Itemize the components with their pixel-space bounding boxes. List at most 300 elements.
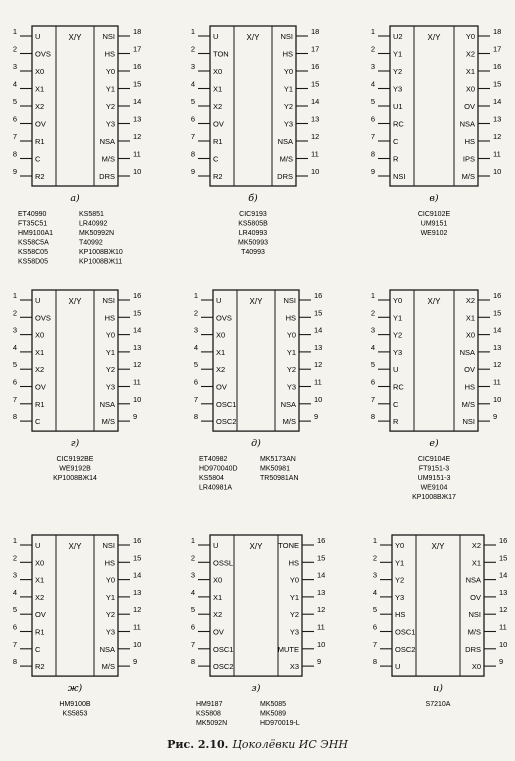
pin-number: 2 <box>190 553 195 563</box>
pin-signal-label: U <box>35 32 41 41</box>
pin-number: 11 <box>311 149 319 159</box>
pin-number: 8 <box>12 412 17 422</box>
pin-number: 13 <box>493 114 502 124</box>
pin-number: 4 <box>190 587 195 597</box>
pin-signal-label: Y2 <box>393 330 403 340</box>
pin-signal-label: DRS <box>465 644 481 654</box>
part-number: KP1008BЖ17 <box>412 494 456 502</box>
pin-number: 3 <box>190 62 195 71</box>
pin-number: 6 <box>370 114 375 124</box>
pin-number: 13 <box>314 342 323 352</box>
pin-number: 4 <box>193 342 198 352</box>
pin-signal-label: HS <box>282 49 293 59</box>
pin-signal-label: R2 <box>213 172 223 181</box>
pin-number: 1 <box>370 27 375 36</box>
pin-signal-label: NSI <box>102 296 115 305</box>
part-number: ET40990 <box>18 211 47 218</box>
pin-signal-label: R <box>393 417 399 427</box>
pin-number: 2 <box>193 308 198 318</box>
part-number: KP1008BЖ11 <box>79 258 123 266</box>
part-number: HM9100B <box>59 701 91 709</box>
pin-number: 2 <box>370 308 375 318</box>
pin-number: 16 <box>133 536 142 545</box>
chip-body <box>32 535 118 676</box>
pin-number: 2 <box>370 44 375 54</box>
pin-number: 15 <box>493 79 502 89</box>
pin-signal-label: Y1 <box>283 84 293 94</box>
pin-signal-label: OSC2 <box>213 662 234 672</box>
pin-signal-label: Y2 <box>105 102 115 111</box>
pin-signal-label: HS <box>104 558 115 568</box>
pin-signal-label: Y3 <box>393 347 403 357</box>
pin-signal-label: X0 <box>35 558 45 568</box>
pin-number: 6 <box>12 114 17 124</box>
part-number: MK50993 <box>238 239 268 247</box>
part-number: CIC9193 <box>239 211 267 218</box>
pin-number: 14 <box>317 570 326 580</box>
pin-signal-label: OV <box>470 592 481 602</box>
pin-number: 4 <box>190 79 195 89</box>
pin-number: 9 <box>317 657 322 667</box>
pin-signal-label: X2 <box>465 49 475 59</box>
pin-signal-label: Y2 <box>283 102 293 111</box>
pin-number: 8 <box>370 149 375 159</box>
chip-e <box>371 290 502 501</box>
pin-signal-label: Y0 <box>289 575 299 585</box>
pin-signal-label: R1 <box>35 627 45 637</box>
pin-signal-label: C <box>35 417 41 427</box>
pin-signal-label: Y0 <box>465 32 475 41</box>
pin-number: 4 <box>12 587 17 597</box>
part-number: KS58D05 <box>18 258 48 266</box>
part-number: UM9151-3 <box>417 475 451 483</box>
pin-number: 4 <box>370 79 375 89</box>
pin-signal-label: Y0 <box>105 575 115 585</box>
pin-number: 10 <box>311 167 320 176</box>
part-number: LR40981A <box>199 484 233 492</box>
pin-number: 5 <box>372 605 377 615</box>
chip-i <box>373 535 508 708</box>
part-number: HD970040D <box>199 465 238 473</box>
pin-signal-label: Y3 <box>393 84 403 94</box>
chip-function-label: X/Y <box>249 542 263 551</box>
diagram-label: и) <box>433 683 443 695</box>
pin-signal-label: OV <box>35 382 46 392</box>
part-number: MK5173AN <box>260 456 296 464</box>
pin-signal-label: NSI <box>468 610 481 620</box>
pin-number: 12 <box>493 132 502 141</box>
pin-signal-label: X2 <box>471 541 481 550</box>
pin-number: 3 <box>370 325 375 335</box>
pin-number: 7 <box>370 132 375 141</box>
pin-number: 16 <box>311 62 320 71</box>
pin-signal-label: Y3 <box>105 382 115 392</box>
pin-signal-label: NSI <box>280 32 293 41</box>
pin-number: 9 <box>190 167 195 176</box>
pin-signal-label: NSA <box>99 137 115 146</box>
pin-signal-label: X1 <box>471 558 481 568</box>
pin-signal-label: NSA <box>459 347 475 357</box>
pin-number: 16 <box>314 291 323 300</box>
pin-signal-label: Y1 <box>393 313 403 323</box>
pin-signal-label: M/S <box>282 417 296 427</box>
pin-number: 5 <box>12 360 17 370</box>
pin-number: 12 <box>311 132 320 141</box>
figure-caption <box>0 738 515 751</box>
pin-number: 16 <box>499 536 508 545</box>
pin-signal-label: RC <box>393 119 404 129</box>
pin-number: 3 <box>12 325 17 335</box>
pin-signal-label: U <box>395 662 401 672</box>
pin-signal-label: OSSL <box>213 558 234 568</box>
pin-signal-label: Y2 <box>286 365 296 375</box>
part-number: LR40992 <box>79 220 108 228</box>
pin-number: 4 <box>12 342 17 352</box>
pin-number: 4 <box>372 587 377 597</box>
pin-number: 13 <box>133 114 142 124</box>
pin-signal-label: U <box>213 32 219 41</box>
pin-signal-label: Y2 <box>289 610 299 620</box>
pin-signal-label: Y0 <box>395 541 405 550</box>
pin-signal-label: OV <box>216 382 227 392</box>
part-number: MK50981 <box>260 465 290 473</box>
pin-signal-label: HS <box>464 137 475 146</box>
pin-number: 8 <box>12 149 17 159</box>
pin-number: 7 <box>12 132 17 141</box>
pin-number: 8 <box>370 412 375 422</box>
pin-signal-label: Y1 <box>289 592 299 602</box>
pin-signal-label: OVS <box>35 49 51 59</box>
pin-number: 2 <box>12 553 17 563</box>
pin-number: 8 <box>190 657 195 667</box>
pin-number: 15 <box>133 308 142 318</box>
pin-number: 7 <box>190 132 195 141</box>
part-number: UM9151 <box>420 220 448 228</box>
diagram-label: б) <box>248 193 258 204</box>
pin-signal-label: OV <box>464 102 475 111</box>
pin-number: 10 <box>317 639 326 649</box>
part-number: FT9151-3 <box>418 465 450 473</box>
pin-signal-label: RC <box>393 382 404 392</box>
part-number: WE9192B <box>59 465 91 473</box>
pin-number: 17 <box>493 44 502 54</box>
pin-signal-label: Y1 <box>286 347 296 357</box>
pin-signal-label: NSA <box>280 399 296 409</box>
pin-number: 13 <box>133 587 142 597</box>
pin-number: 6 <box>12 622 17 632</box>
pin-number: 5 <box>190 97 195 106</box>
pin-signal-label: Y1 <box>393 49 403 59</box>
pin-signal-label: R2 <box>35 172 45 181</box>
pin-number: 14 <box>133 325 142 335</box>
pin-number: 5 <box>193 360 198 370</box>
part-number: HM9187 <box>196 701 223 709</box>
pin-signal-label: U <box>216 296 222 305</box>
chip-b <box>191 26 320 256</box>
pin-signal-label: R <box>393 154 399 164</box>
pin-number: 6 <box>370 377 375 387</box>
part-number: CIC9102E <box>417 211 451 218</box>
part-number: T40992 <box>79 239 103 247</box>
part-number: HD970019-L <box>260 720 300 728</box>
pin-signal-label: R1 <box>213 137 223 146</box>
part-number: MK50992N <box>79 230 115 237</box>
pin-signal-label: X1 <box>213 84 223 94</box>
pin-number: 13 <box>499 587 508 597</box>
pin-signal-label: NSA <box>99 644 115 654</box>
pin-number: 11 <box>317 622 325 632</box>
chip-z <box>191 535 326 727</box>
pin-number: 6 <box>190 114 195 124</box>
pin-signal-label: M/S <box>461 399 475 409</box>
pin-number: 13 <box>133 342 142 352</box>
pin-number: 13 <box>493 342 502 352</box>
pin-signal-label: M/S <box>101 662 115 672</box>
pin-number: 9 <box>12 167 17 176</box>
pin-signal-label: C <box>213 154 219 164</box>
pin-signal-label: Y2 <box>395 575 405 585</box>
pin-signal-label: U <box>35 541 41 550</box>
pin-number: 8 <box>12 657 17 667</box>
part-number: HM9100A1 <box>18 230 54 237</box>
pin-signal-label: IPS <box>462 154 475 164</box>
pin-signal-label: NSI <box>102 541 115 550</box>
pin-signal-label: DRS <box>277 172 293 181</box>
diagram-label: е) <box>429 438 439 450</box>
pin-number: 11 <box>493 149 501 159</box>
chip-function-label: X/Y <box>246 33 260 42</box>
pin-signal-label: C <box>393 137 399 146</box>
pin-number: 14 <box>133 97 142 106</box>
diagram-label: з) <box>251 683 261 695</box>
chip-body <box>390 290 478 431</box>
pin-signal-label: C <box>35 154 41 164</box>
part-number: MK5085 <box>260 701 287 709</box>
pin-number: 1 <box>370 291 375 300</box>
pin-number: 3 <box>12 62 17 71</box>
pin-signal-label: OVS <box>216 313 232 323</box>
pin-number: 9 <box>133 412 138 422</box>
pin-signal-label: X2 <box>465 296 475 305</box>
pin-signal-label: OV <box>35 119 46 129</box>
part-number: S7210A <box>425 701 451 709</box>
pin-signal-label: HS <box>288 558 299 568</box>
pin-signal-label: HS <box>464 382 475 392</box>
pin-signal-label: R1 <box>35 399 45 409</box>
pin-signal-label: Y0 <box>283 67 293 76</box>
pin-number: 7 <box>370 394 375 404</box>
chip-function-label: X/Y <box>68 297 82 306</box>
pin-number: 6 <box>372 622 377 632</box>
pin-signal-label: NSI <box>102 32 115 41</box>
pin-number: 3 <box>370 62 375 71</box>
pin-number: 10 <box>493 167 502 176</box>
pin-signal-label: Y0 <box>286 330 296 340</box>
pin-signal-label: OSC2 <box>395 644 416 654</box>
pin-signal-label: NSI <box>283 296 296 305</box>
pin-number: 13 <box>311 114 320 124</box>
pin-number: 16 <box>317 536 326 545</box>
pin-signal-label: C <box>35 644 41 654</box>
pin-signal-label: X3 <box>289 662 299 672</box>
pin-number: 12 <box>133 605 142 615</box>
pin-signal-label: Y3 <box>105 119 115 129</box>
part-number: KS58C5A <box>18 239 49 247</box>
diagram-label: в) <box>429 193 439 204</box>
part-number: KS5805B <box>238 220 268 228</box>
pin-number: 15 <box>493 308 502 318</box>
pin-number: 10 <box>493 394 502 404</box>
pin-number: 1 <box>12 536 17 545</box>
pin-number: 11 <box>493 377 501 387</box>
pin-number: 5 <box>370 97 375 106</box>
pin-signal-label: M/S <box>467 627 481 637</box>
chip-body <box>210 535 302 676</box>
pin-signal-label: X1 <box>35 84 45 94</box>
pin-signal-label: X0 <box>213 575 223 585</box>
pin-number: 1 <box>193 291 198 300</box>
pin-signal-label: M/S <box>461 172 475 181</box>
pin-number: 14 <box>493 97 502 106</box>
pin-number: 12 <box>499 605 508 615</box>
chip-a <box>13 26 142 266</box>
pin-number: 16 <box>133 291 142 300</box>
pin-signal-label: M/S <box>101 154 115 164</box>
part-number: WE9104 <box>420 484 448 492</box>
pin-number: 8 <box>193 412 198 422</box>
pin-number: 15 <box>499 553 508 563</box>
pin-signal-label: M/S <box>101 417 115 427</box>
pin-number: 7 <box>12 639 17 649</box>
pin-signal-label: X0 <box>35 67 45 76</box>
pin-signal-label: X0 <box>216 330 226 340</box>
pin-number: 15 <box>317 553 326 563</box>
pin-number: 14 <box>493 325 502 335</box>
pin-number: 11 <box>133 622 141 632</box>
pin-number: 18 <box>133 27 142 36</box>
pin-number: 11 <box>133 377 141 387</box>
chip-v <box>371 26 502 237</box>
pin-number: 16 <box>493 62 502 71</box>
pin-signal-label: R2 <box>35 662 45 672</box>
pin-signal-label: U <box>213 541 219 550</box>
pin-signal-label: Y3 <box>105 627 115 637</box>
pin-signal-label: TONE <box>278 541 299 550</box>
pin-number: 2 <box>372 553 377 563</box>
part-number: ET40982 <box>199 456 228 464</box>
pin-signal-label: OSC2 <box>216 417 237 427</box>
chip-function-label: X/Y <box>249 297 263 306</box>
pin-number: 11 <box>499 622 507 632</box>
chip-body <box>392 535 484 676</box>
pin-signal-label: U <box>393 365 399 375</box>
pin-number: 4 <box>370 342 375 352</box>
pin-signal-label: MUTE <box>277 644 299 654</box>
chip-g <box>13 290 142 482</box>
pin-number: 4 <box>12 79 17 89</box>
pin-signal-label: Y2 <box>105 365 115 375</box>
pin-number: 15 <box>314 308 323 318</box>
part-number: KS5851 <box>79 211 104 218</box>
part-number: TR50981AN <box>260 475 299 483</box>
pin-signal-label: X0 <box>465 84 475 94</box>
pin-signal-label: C <box>393 399 399 409</box>
pin-number: 3 <box>190 570 195 580</box>
part-number: LR40993 <box>238 230 268 237</box>
pin-signal-label: OV <box>213 119 224 129</box>
pin-number: 6 <box>12 377 17 387</box>
pin-signal-label: NSA <box>465 575 481 585</box>
pin-number: 5 <box>190 605 195 615</box>
part-number: WE9102 <box>420 230 448 237</box>
pin-number: 6 <box>190 622 195 632</box>
pin-signal-label: X1 <box>35 575 45 585</box>
pin-number: 10 <box>133 394 142 404</box>
diagram-label: ж) <box>67 683 83 695</box>
pin-signal-label: OV <box>213 627 224 637</box>
pin-number: 15 <box>133 553 142 563</box>
pin-signal-label: HS <box>104 49 115 59</box>
pin-signal-label: U1 <box>393 102 403 111</box>
pin-number: 5 <box>370 360 375 370</box>
pin-number: 17 <box>133 44 142 54</box>
pin-signal-label: OVS <box>35 313 51 323</box>
part-number: KS5853 <box>62 710 88 718</box>
chip-function-label: X/Y <box>431 542 445 551</box>
pin-signal-label: Y1 <box>395 558 405 568</box>
pin-number: 1 <box>12 291 17 300</box>
pin-number: 9 <box>493 412 498 422</box>
pin-signal-label: Y0 <box>393 296 403 305</box>
pin-signal-label: Y2 <box>105 610 115 620</box>
pin-number: 8 <box>372 657 377 667</box>
pin-signal-label: X2 <box>35 102 45 111</box>
pin-signal-label: Y3 <box>395 592 405 602</box>
pin-signal-label: X0 <box>471 662 481 672</box>
chip-body <box>32 290 118 431</box>
pin-number: 1 <box>372 536 377 545</box>
part-number: FT35C51 <box>18 220 48 228</box>
pin-signal-label: X0 <box>465 330 475 340</box>
diagram-label: а) <box>70 193 80 204</box>
part-number: KP1008BЖ10 <box>79 249 123 256</box>
pin-number: 18 <box>311 27 320 36</box>
pin-signal-label: NSI <box>393 172 406 181</box>
pin-signal-label: NSI <box>462 417 475 427</box>
pin-signal-label: X0 <box>35 330 45 340</box>
pin-number: 1 <box>12 27 17 36</box>
pin-signal-label: X2 <box>35 365 45 375</box>
pin-signal-label: M/S <box>279 154 293 164</box>
pin-number: 14 <box>311 97 320 106</box>
part-number: KS58C05 <box>18 249 48 256</box>
pin-number: 7 <box>193 394 198 404</box>
pin-number: 7 <box>372 639 377 649</box>
pin-signal-label: Y0 <box>105 67 115 76</box>
pin-number: 2 <box>12 44 17 54</box>
pin-signal-label: X1 <box>465 67 475 76</box>
pin-signal-label: X1 <box>216 347 226 357</box>
pin-signal-label: OV <box>464 365 475 375</box>
chip-function-label: X/Y <box>68 33 82 42</box>
part-number: MK5092N <box>196 720 228 728</box>
pin-signal-label: U2 <box>393 32 403 41</box>
pin-number: 6 <box>193 377 198 387</box>
pin-number: 16 <box>493 291 502 300</box>
pin-number: 9 <box>499 657 504 667</box>
chip-zh <box>13 535 142 718</box>
pin-signal-label: Y3 <box>286 382 296 392</box>
